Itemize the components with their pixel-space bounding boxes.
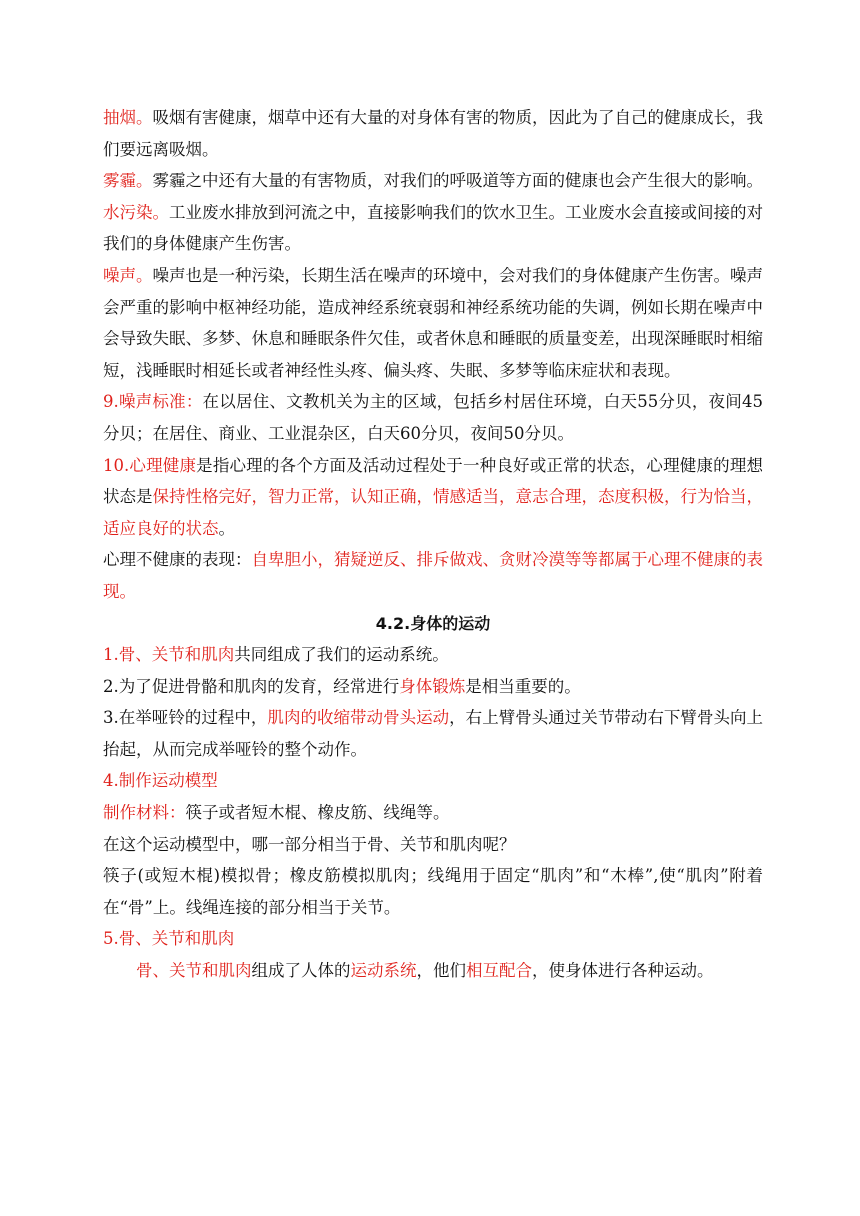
paragraph <box>103 102 763 165</box>
paragraph <box>103 386 763 449</box>
highlighted-text: 肌肉的收缩带动骨头运动 <box>267 708 450 728</box>
paragraph <box>103 765 763 797</box>
text-run: 3.在举哑铃的过程中， <box>103 708 268 728</box>
text-run: 是相当重要的。 <box>465 676 581 696</box>
highlighted-text: 雾霾。 <box>103 171 153 191</box>
text-run: ，右上臂骨头通过关节带动右下臂骨头向上抬起，从而完成举哑铃的整个动作。 <box>103 708 764 759</box>
highlighted-text: 10.心理健康 <box>103 455 197 475</box>
paragraph <box>103 702 763 765</box>
highlighted-text: 水污染。 <box>103 202 169 222</box>
highlighted-text: 骨、关节和肌肉 <box>136 961 252 981</box>
highlighted-text: 4.制作运动模型 <box>103 771 218 791</box>
text-run: ，他们 <box>416 961 466 981</box>
highlighted-text: 保持性格完好，智力正常，认知正确，情感适当，意志合理，态度积极，行为恰当，适应良好的状态 <box>103 487 763 538</box>
text-run: 4.2.身体的运动 <box>375 613 491 633</box>
text-run: ，使身体进行各种运动。 <box>532 961 714 981</box>
highlighted-text: 相互配合 <box>466 961 532 981</box>
document-body <box>103 102 763 987</box>
paragraph <box>103 165 763 197</box>
text-run: 工业废水排放到河流之中，直接影响我们的饮水卫生。工业废水会直接或间接的对我们的身体健康产生伤害。 <box>103 202 763 254</box>
text-run: 共同组成了我们的运动系统。 <box>234 645 449 665</box>
paragraph <box>103 197 763 260</box>
section-heading <box>103 608 763 640</box>
text-run: 筷子或者短木棍、橡皮筋、线绳等。 <box>185 803 450 823</box>
text-run: 在这个运动模型中，哪一部分相当于骨、关节和肌肉呢？ <box>103 834 516 854</box>
text-run: 雾霾之中还有大量的有害物质，对我们的呼吸道等方面的健康也会产生很大的影响。 <box>152 171 763 191</box>
highlighted-text: 噪声。 <box>103 265 153 285</box>
text-run: 是指心理的各个方面及活动过程处于一种良好或正常的状态，心理健康的理想状态是 <box>103 455 764 507</box>
paragraph <box>103 544 763 607</box>
highlighted-text: 5.骨、关节和肌肉 <box>103 929 235 949</box>
highlighted-text: 制作材料： <box>103 803 186 823</box>
paragraph <box>103 671 763 703</box>
highlighted-text: 抽烟。 <box>103 108 153 127</box>
paragraph <box>103 260 763 386</box>
paragraph <box>103 829 763 861</box>
highlighted-text: 运动系统 <box>350 961 417 981</box>
text-run: 筷子(或短木棍)模拟骨；橡皮筋模拟肌肉；线绳用于固定“肌肉”和“木棒”,使“肌肉”附着在“骨”上。线绳连接的部分相当于关节。 <box>103 866 763 917</box>
paragraph <box>103 923 763 955</box>
text-run: 。 <box>218 518 235 538</box>
highlighted-text: 1.骨、关节和肌肉 <box>103 645 235 665</box>
paragraph <box>103 797 763 829</box>
text-run: 在以居住、文教机关为主的区域，包括乡村居住环境，白天55分贝，夜间45分贝；在居住、商业、工业混杂区，白天60分贝，夜间50分贝。 <box>103 392 763 443</box>
highlighted-text: 9.噪声标准： <box>103 392 203 412</box>
text-run: 噪声也是一种污染，长期生活在噪声的环境中，会对我们的身体健康产生伤害。噪声会严重的影响中枢神经功能，造成神经系统衰弱和神经系统功能的失调，例如长期在噪声中会导致失眠、多梦、休息和睡眠条件欠佳，或者休息和睡眠的质量变差，出现深睡眠时相缩短，浅睡眠时相延长或者神经性头疼、偏头疼、失眠、多梦等临床症状和表现。 <box>103 265 763 380</box>
paragraph <box>103 450 763 545</box>
paragraph <box>103 639 763 671</box>
text-run: 吸烟有害健康，烟草中还有大量的对身体有害的物质，因此为了自己的健康成长，我们要远离吸烟。 <box>103 108 763 159</box>
paragraph <box>103 955 763 987</box>
highlighted-text: 自卑胆小，猜疑逆反、排斥做戏、贪财冷漠等等都属于心理不健康的表现。 <box>103 550 763 601</box>
paragraph <box>103 860 763 923</box>
text-run: 心理不健康的表现： <box>103 550 252 570</box>
highlighted-text: 身体锻炼 <box>399 676 466 696</box>
text-run: 组成了人体的 <box>251 961 351 981</box>
text-run: 2.为了促进骨骼和肌肉的发育，经常进行 <box>103 676 400 696</box>
